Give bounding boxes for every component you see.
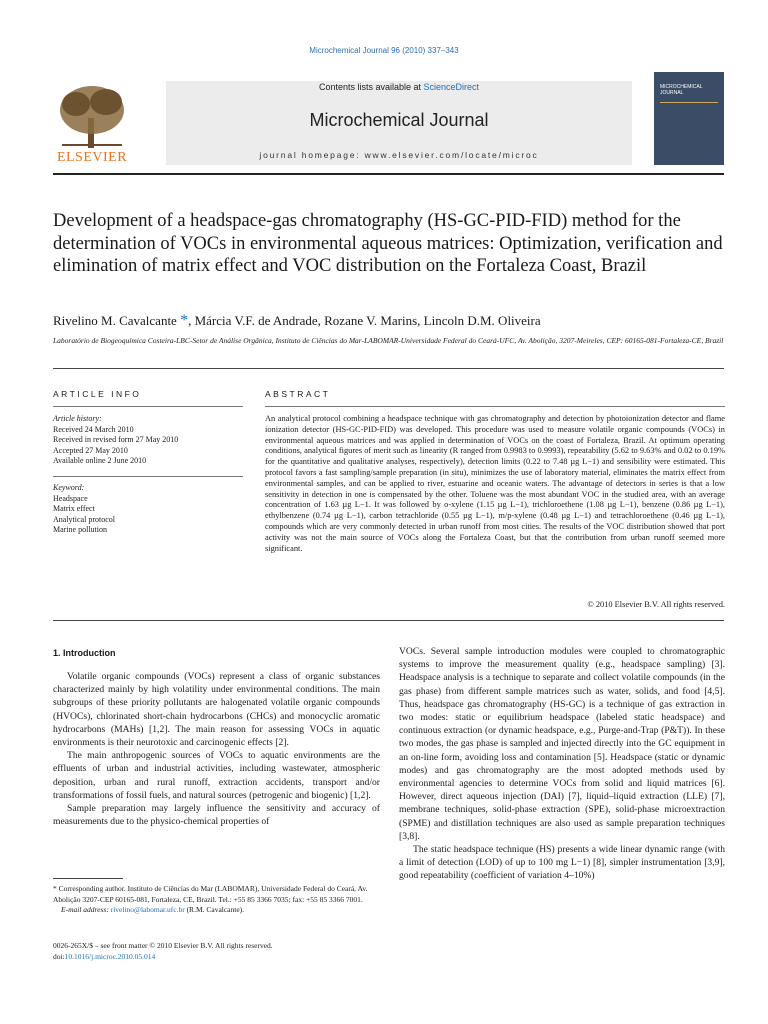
email-link[interactable]: rivelino@labomar.ufc.br bbox=[110, 905, 185, 914]
journal-reference[interactable]: Microchemical Journal 96 (2010) 337–343 bbox=[309, 46, 459, 55]
doi-line bbox=[53, 951, 380, 962]
elsevier-logo bbox=[52, 78, 132, 168]
section-rule bbox=[53, 368, 724, 369]
keywords-label: Keyword: bbox=[53, 483, 85, 492]
keyword-item: Matrix effect bbox=[53, 504, 95, 513]
cover-stripe bbox=[660, 102, 718, 103]
keywords-rule bbox=[53, 476, 243, 477]
issn-line: 0026-265X/$ – see front matter © 2010 Elsevier B.V. All rights reserved. bbox=[53, 941, 273, 950]
abstract-copyright: © 2010 Elsevier B.V. All rights reserved. bbox=[587, 600, 725, 609]
sciencedirect-link[interactable]: ScienceDirect bbox=[423, 82, 480, 92]
keyword-item: Headspace bbox=[53, 493, 88, 503]
article-history bbox=[53, 414, 243, 467]
corresponding-footnote bbox=[53, 884, 380, 916]
journal-homepage[interactable]: journal homepage: www.elsevier.com/locate/microc bbox=[259, 150, 539, 160]
history-item: Available online 2 June 2010 bbox=[53, 456, 147, 465]
body-paragraph: Volatile organic compounds (VOCs) represent a class of organic substances characterized mainly by high volatility under environmental conditions. The main subgroups of these priority pollutants are halogenated volatile organic compounds (HVOCs), chlorinated short-chain hydrocarbons (CHCs) and monocyclic aromatic hydrocarbons (MAHs) [1,2]. The main reason for assessing VOCs in aquatic environments is their neurotoxic and carcinogenic effects [2]. bbox=[53, 671, 380, 749]
body-paragraph: The main anthropogenic sources of VOCs to aquatic environments are the effluents of urban and industrial activities, including wastewater, atmospheric deposition, urban and rural runoff, extraction accidents, transport and/or transformations of fossil fuels, and natural sources (petrogenic and biogenic) [1,2]. bbox=[53, 750, 380, 801]
section-heading-introduction: 1. Introduction bbox=[53, 648, 116, 658]
history-label: Article history: bbox=[53, 414, 102, 423]
doi-prefix: doi: bbox=[53, 952, 65, 961]
keywords bbox=[53, 483, 243, 536]
author-list bbox=[53, 312, 733, 330]
corresponding-author-note: * Corresponding author. Instituto de Ciências do Mar (LABOMAR), Universidade Federal do Ceará, Av. Abolição 3207-CEP 60165-081, Fortaleza, CE, Brazil. Tel.: +55 85 3366 7035; fax: +55 85 3366 7001. bbox=[53, 884, 368, 904]
journal-cover-image bbox=[654, 72, 724, 165]
contents-line bbox=[166, 82, 632, 92]
footnote-rule bbox=[53, 878, 123, 879]
abstract-heading: ABSTRACT bbox=[265, 389, 331, 399]
history-item: Received in revised form 27 May 2010 bbox=[53, 435, 179, 444]
publisher-name: ELSEVIER bbox=[56, 150, 128, 165]
body-paragraph: Sample preparation may largely influence the sensitivity and accuracy of measurements due to the physico-chemical properties of bbox=[53, 803, 380, 828]
first-author: Rivelino M. Cavalcante bbox=[53, 313, 177, 328]
section-rule bbox=[53, 620, 724, 621]
affiliation: Laboratório de Biogeoquímica Costeira-LBC-Setor de Análise Orgânica, Instituto de Ciências do Mar-LABOMAR-Universidade Federal do Ceará-UFC, Av. Abolição, 3207-Meireles, CEP: 60165-081-Fortaleza-CE, Brazil bbox=[53, 336, 724, 345]
abstract-rule bbox=[265, 406, 725, 407]
email-label: E-mail address: bbox=[61, 905, 111, 914]
keyword-item: Analytical protocol bbox=[53, 514, 115, 524]
abstract-text: An analytical protocol combining a headspace technique with gas chromatography and detection by photoionization detector and flame ionization detector (HS-GC-PID-FID) was developed. This procedure was used to measure volatile organic compounds (VOCs) in environmental aqueous matrices and was applied in determination of VOCs on the coast of Fortaleza, Brazil. At optimum operating conditions, analytical figures of merit such as linearity (R ranged from 0.9983 to 0.9993), repeatability (5.62 to 9.63% and 0.02 to 0.19% for the quantitative and qualitative analyses, respectively), detection limits (0.22 to 7.48 µg L−1) and sensibility were estimated. This protocol favors a fast sampling/sample preparation (in situ), minimizes the use of laboratory material, eliminates the matrix effect from environmental samples, and can be applied to river, estuarine and oceanic waters. The advantage of detectors in series is that a low sensitivity in detection in one is compensated by the other. Toluene was the most abundant VOC in the studied area, with an average concentration of 1.63 µg L−1. It was followed by o-xylene (1.15 µg L−1), trichloroethene (1.08 µg L−1), benzene (0.86 µg L−1), ethylbenzene (0.74 µg L−1), carbon tetrachloride (0.55 µg L−1), m/p-xylene (0.48 µg L−1) and tetrachloroethene (0.46 µg L−1), compounds which are very commonly detected in urban runoff from most cities. The results of the VOC distribution showed that port activity was not the main source of VOCs along the Fortaleza Coast, but that the contribution from urban runoff seemed more significant. bbox=[265, 414, 725, 553]
body-left-column bbox=[53, 670, 380, 828]
article-info-heading: ARTICLE INFO bbox=[53, 389, 142, 399]
email-line bbox=[53, 905, 380, 916]
keyword-item: Marine pollution bbox=[53, 525, 107, 534]
history-item: Received 24 March 2010 bbox=[53, 424, 134, 434]
doi-link[interactable]: 10.1016/j.microc.2010.05.014 bbox=[64, 952, 156, 961]
corresponding-author-marker[interactable]: * bbox=[180, 312, 189, 329]
other-authors: , Márcia V.F. de Andrade, Rozane V. Marins, Lincoln D.M. Oliveira bbox=[188, 313, 541, 328]
article-info-rule bbox=[53, 406, 243, 407]
article-title: Development of a headspace-gas chromatography (HS-GC-PID-FID) method for the determination of VOCs in environmental aqueous matrices: Optimization, verification and elimination of matrix effect and VOC distribution on the Fortaleza Coast, Brazil bbox=[53, 211, 723, 276]
contents-prefix: Contents lists available at bbox=[318, 82, 424, 92]
header-rule bbox=[53, 173, 724, 175]
journal-name: Microchemical Journal bbox=[309, 110, 489, 130]
body-right-column bbox=[399, 645, 725, 883]
body-paragraph: VOCs. Several sample introduction modules were coupled to chromatographic systems to improve the measurement quality (e.g., headspace sampling) [3]. Headspace analysis is a technique to separate and collect volatile compounds (in the gas phase) from different sample matrices such as water, solids, and food [4,5]. Thus, headspace gas chromatography (HS-GC) is a technique of gas extraction in two modes: static or equilibrium headspace (labeled static headspace) and continuous extraction (or dynamic headspace, e.g., Purge-and-Trap (P&T)). In these two modes, the gas phase is sampled and injected directly into the GC equipment in an on-line form, avoiding loss and contamination [5]. Headspace (static or dynamic modes) and gas chromatography are the most adopted methods used by environmental agencies to determine VOCs from solid and liquid matrices [6]. However, direct aqueous injection (DAI) [7], liquid–liquid extraction (LLE) [7], membrane techniques, solid-phase extraction (SPE), solid-phase microextraction (SPME) and distillation techniques are also used as sample preparation techniques [3,8]. bbox=[399, 646, 725, 842]
issn-doi-block bbox=[53, 940, 380, 962]
body-paragraph: The static headspace technique (HS) presents a wide linear dynamic range (with a limit of detection (LOD) of up to 100 mg L−1) [8], simpler instrumentation [3,9], good repeatability (coefficient of variation 4–10%) bbox=[399, 844, 725, 882]
email-suffix: (R.M. Cavalcante). bbox=[184, 905, 245, 914]
cover-title: MICROCHEMICAL JOURNAL bbox=[660, 84, 703, 96]
history-item: Accepted 27 May 2010 bbox=[53, 445, 128, 455]
